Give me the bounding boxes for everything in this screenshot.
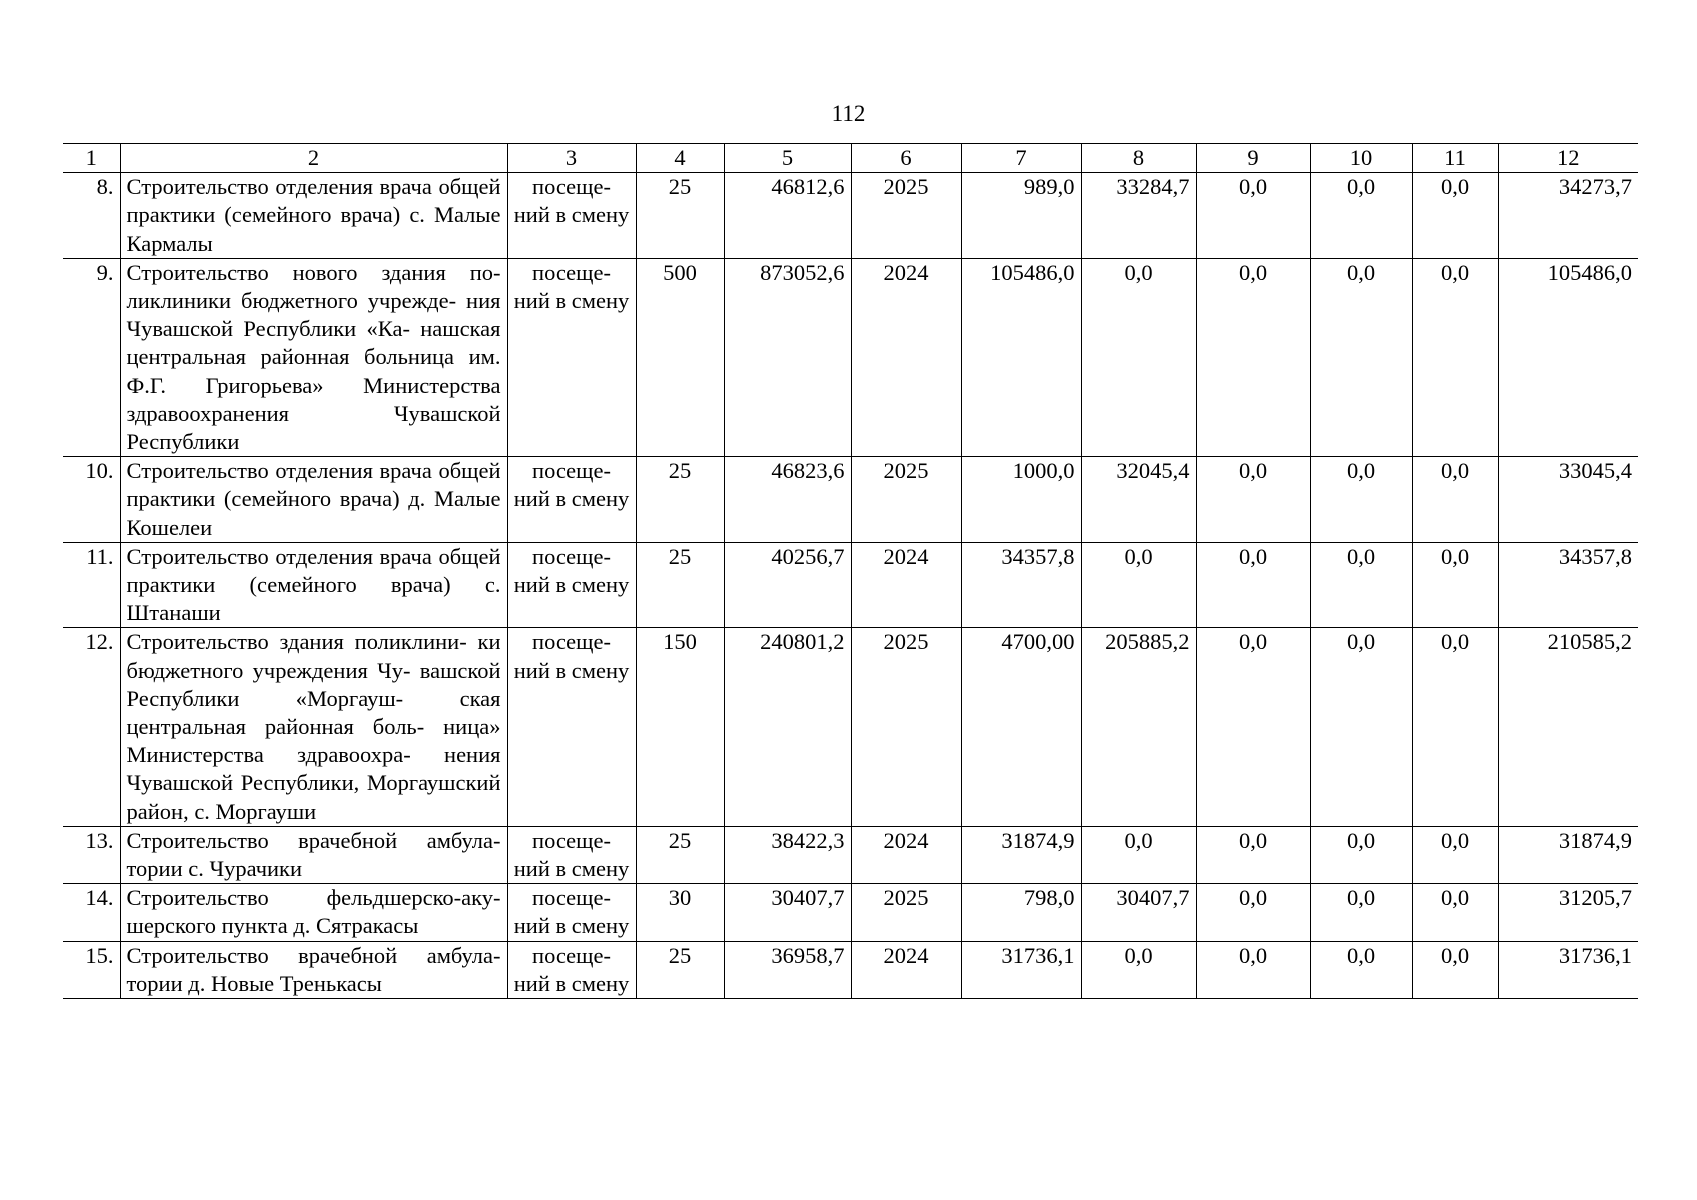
object-name: Строительство нового здания по- ликлиники бюджетного учрежде- ния Чувашской Республики «Ка- нашская центральная районная больница им. Ф.Г. Григорьева» Министерства здравоохранения Чувашской Республики	[120, 258, 507, 456]
col-10-value: 0,0	[1310, 542, 1412, 628]
object-name: Строительство фельдшерско-аку- шерского пункта д. Сятракасы	[120, 884, 507, 941]
capacity-unit: посеще- ний в смену	[507, 542, 636, 628]
capacity-unit: посеще- ний в смену	[507, 457, 636, 543]
total-value: 31736,1	[1498, 941, 1638, 998]
col-10-value: 0,0	[1310, 258, 1412, 456]
col-9-value: 0,0	[1196, 628, 1310, 826]
total-value: 210585,2	[1498, 628, 1638, 826]
estimated-cost: 873052,6	[724, 258, 851, 456]
table-row	[63, 941, 1638, 998]
col-9-value: 0,0	[1196, 457, 1310, 543]
capacity-value: 500	[636, 258, 724, 456]
object-name: Строительство врачебной амбула- тории с. Чурачики	[120, 826, 507, 883]
row-number: 11.	[63, 542, 120, 628]
capacity-unit: посеще- ний в смену	[507, 628, 636, 826]
col-8-value: 0,0	[1081, 542, 1196, 628]
total-value: 33045,4	[1498, 457, 1638, 543]
table-row	[63, 826, 1638, 883]
col-10-value: 0,0	[1310, 826, 1412, 883]
row-number: 13.	[63, 826, 120, 883]
col-8-value: 33284,7	[1081, 173, 1196, 259]
col-10-value: 0,0	[1310, 884, 1412, 941]
estimated-cost: 240801,2	[724, 628, 851, 826]
col-7-value: 798,0	[961, 884, 1081, 941]
col-7-value: 989,0	[961, 173, 1081, 259]
col-8-value: 0,0	[1081, 258, 1196, 456]
capacity-unit: посеще- ний в смену	[507, 173, 636, 259]
estimated-cost: 38422,3	[724, 826, 851, 883]
col-7-value: 34357,8	[961, 542, 1081, 628]
column-header: 6	[851, 144, 961, 173]
object-name: Строительство отделения врача общей практики (семейного врача) с. Штанаши	[120, 542, 507, 628]
column-header: 4	[636, 144, 724, 173]
table-row	[63, 173, 1638, 259]
col-9-value: 0,0	[1196, 173, 1310, 259]
row-number: 14.	[63, 884, 120, 941]
column-header: 10	[1310, 144, 1412, 173]
column-header: 9	[1196, 144, 1310, 173]
col-8-value: 30407,7	[1081, 884, 1196, 941]
object-name: Строительство отделения врача общей практики (семейного врача) с. Малые Кармалы	[120, 173, 507, 259]
row-number: 8.	[63, 173, 120, 259]
estimated-cost: 36958,7	[724, 941, 851, 998]
capacity-unit: посеще- ний в смену	[507, 884, 636, 941]
col-9-value: 0,0	[1196, 941, 1310, 998]
total-value: 31874,9	[1498, 826, 1638, 883]
total-value: 31205,7	[1498, 884, 1638, 941]
col-9-value: 0,0	[1196, 542, 1310, 628]
table-row	[63, 628, 1638, 826]
completion-year: 2024	[851, 258, 961, 456]
col-7-value: 31736,1	[961, 941, 1081, 998]
col-9-value: 0,0	[1196, 826, 1310, 883]
row-number: 10.	[63, 457, 120, 543]
total-value: 34357,8	[1498, 542, 1638, 628]
capacity-value: 25	[636, 542, 724, 628]
estimated-cost: 46812,6	[724, 173, 851, 259]
capacity-value: 150	[636, 628, 724, 826]
col-7-value: 4700,00	[961, 628, 1081, 826]
estimated-cost: 46823,6	[724, 457, 851, 543]
capacity-value: 25	[636, 826, 724, 883]
col-9-value: 0,0	[1196, 884, 1310, 941]
col-8-value: 0,0	[1081, 941, 1196, 998]
page-number: 112	[831, 101, 866, 126]
row-number: 15.	[63, 941, 120, 998]
column-header: 3	[507, 144, 636, 173]
col-11-value: 0,0	[1412, 258, 1498, 456]
col-11-value: 0,0	[1412, 457, 1498, 543]
col-10-value: 0,0	[1310, 628, 1412, 826]
completion-year: 2025	[851, 884, 961, 941]
object-name: Строительство отделения врача общей практики (семейного врача) д. Малые Кошелеи	[120, 457, 507, 543]
capacity-value: 25	[636, 457, 724, 543]
estimated-cost: 30407,7	[724, 884, 851, 941]
table-row	[63, 884, 1638, 941]
column-number-header-row	[63, 144, 1638, 173]
object-name: Строительство здания поликлини- ки бюджетного учреждения Чу- вашской Республики «Моргауш- ская центральная районная боль- ница» Министерства здравоохра- нения Чувашской Республики, Моргаушский район, с. Моргауши	[120, 628, 507, 826]
total-value: 105486,0	[1498, 258, 1638, 456]
col-11-value: 0,0	[1412, 884, 1498, 941]
completion-year: 2024	[851, 826, 961, 883]
investment-table	[63, 143, 1638, 999]
column-header: 5	[724, 144, 851, 173]
completion-year: 2025	[851, 173, 961, 259]
column-header: 7	[961, 144, 1081, 173]
capacity-unit: посеще- ний в смену	[507, 826, 636, 883]
table-row	[63, 542, 1638, 628]
column-header: 12	[1498, 144, 1638, 173]
capacity-value: 25	[636, 941, 724, 998]
col-8-value: 205885,2	[1081, 628, 1196, 826]
table-row	[63, 258, 1638, 456]
col-9-value: 0,0	[1196, 258, 1310, 456]
capacity-value: 25	[636, 173, 724, 259]
col-8-value: 32045,4	[1081, 457, 1196, 543]
row-number: 12.	[63, 628, 120, 826]
capacity-unit: посеще- ний в смену	[507, 258, 636, 456]
column-header: 8	[1081, 144, 1196, 173]
col-11-value: 0,0	[1412, 941, 1498, 998]
completion-year: 2024	[851, 542, 961, 628]
object-name: Строительство врачебной амбула- тории д. Новые Тренькасы	[120, 941, 507, 998]
col-7-value: 31874,9	[961, 826, 1081, 883]
col-10-value: 0,0	[1310, 457, 1412, 543]
table-row	[63, 457, 1638, 543]
capacity-value: 30	[636, 884, 724, 941]
column-header: 2	[120, 144, 507, 173]
col-10-value: 0,0	[1310, 173, 1412, 259]
col-11-value: 0,0	[1412, 628, 1498, 826]
capacity-unit: посеще- ний в смену	[507, 941, 636, 998]
completion-year: 2024	[851, 941, 961, 998]
col-11-value: 0,0	[1412, 542, 1498, 628]
col-7-value: 1000,0	[961, 457, 1081, 543]
completion-year: 2025	[851, 457, 961, 543]
row-number: 9.	[63, 258, 120, 456]
estimated-cost: 40256,7	[724, 542, 851, 628]
column-header: 1	[63, 144, 120, 173]
col-10-value: 0,0	[1310, 941, 1412, 998]
completion-year: 2025	[851, 628, 961, 826]
col-7-value: 105486,0	[961, 258, 1081, 456]
col-11-value: 0,0	[1412, 173, 1498, 259]
total-value: 34273,7	[1498, 173, 1638, 259]
col-8-value: 0,0	[1081, 826, 1196, 883]
col-11-value: 0,0	[1412, 826, 1498, 883]
column-header: 11	[1412, 144, 1498, 173]
